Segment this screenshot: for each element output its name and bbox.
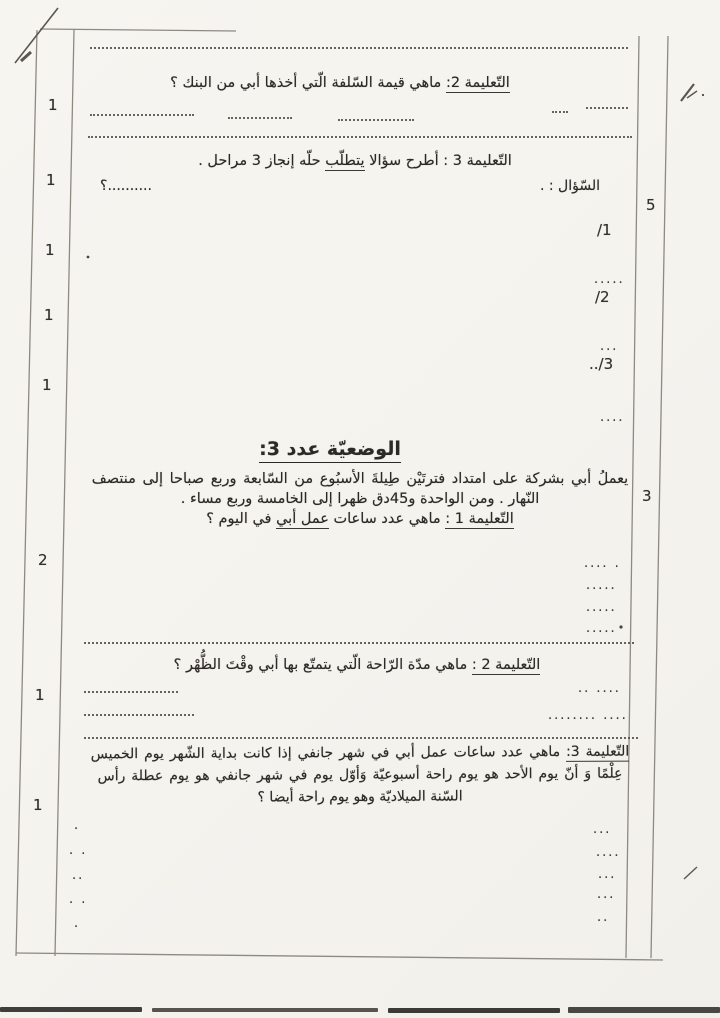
answer-dots-right: ... bbox=[597, 887, 616, 902]
situation-instruction-1-line bbox=[80, 510, 640, 529]
left-margin-mark: 1 bbox=[46, 171, 56, 189]
instruction-3-text: أطرح سؤالا bbox=[369, 153, 439, 169]
instruction-3-text-1: ماهي عدد ساعات عمل أبي في شهر جانفي إذا كانت بداية الشّهر يوم الخميس bbox=[90, 743, 561, 763]
left-margin-mark: 1 bbox=[48, 96, 58, 114]
left-margin-mark: 1 bbox=[45, 241, 55, 259]
question-label: السّؤال : . bbox=[539, 178, 600, 194]
answer-step-dots: ..... bbox=[594, 272, 625, 287]
answer-dots-right: ... bbox=[593, 822, 612, 837]
right-margin-mark: 3 bbox=[642, 487, 652, 505]
instruction-3-label: التّعليمة 3: bbox=[566, 743, 630, 760]
instruction-3-label: التّعليمة 3 : bbox=[443, 153, 512, 169]
right-outer-margin-line bbox=[651, 36, 668, 958]
instruction-1-label: التّعليمة 1 : bbox=[445, 511, 514, 527]
january-instruction-line-2: عِلْمًا وَ أنّ يوم الأحد هو يوم راحة أسبوعيّة وَأوّل يوم في شهر جانفي هو يوم عطلة رأس bbox=[97, 765, 623, 785]
left-inner-margin-line bbox=[55, 30, 74, 956]
instruction-1-underlined-words: عمل أبي bbox=[276, 511, 329, 527]
january-instruction-line-1 bbox=[80, 743, 640, 765]
situation-title bbox=[230, 440, 430, 459]
answer-dots-right: .. bbox=[597, 910, 610, 925]
answer-step-dots: .... bbox=[600, 410, 625, 425]
situation-title-text: الوضعيّة عدد 3: bbox=[259, 438, 401, 463]
answer-step-dots: ... bbox=[600, 339, 619, 354]
instruction-3-underlined-word: يتطلّب bbox=[325, 153, 365, 169]
dotted-answer-line bbox=[88, 136, 632, 138]
instruction-2-label: التّعليمة 2 : bbox=[471, 657, 541, 673]
instruction-3-text-end: حلّه إنجاز 3 مراحل . bbox=[198, 153, 321, 169]
situation-body-line-2: النّهار . ومن الواحدة و45دق ظهرا إلى الخامسة وربع مساء . bbox=[180, 491, 540, 507]
dotted-answer-segment bbox=[338, 119, 414, 121]
dotted-answer-line bbox=[90, 47, 628, 49]
pen-mark-bottom-right bbox=[684, 867, 697, 879]
scan-edge-band bbox=[0, 1007, 142, 1012]
left-margin-mark: 2 bbox=[38, 551, 48, 569]
situation-body-line-1: يعملُ أبي بشركة على امتداد فترتَيْن طِيلةَ الأسبُوع من السّابعة وربع صباحا إلى منتصف bbox=[91, 471, 629, 487]
top-border-line bbox=[40, 29, 236, 31]
instruction-2-label: التّعليمة 2: bbox=[445, 75, 510, 91]
loan-instruction-line bbox=[140, 74, 540, 93]
question-answer-dots: ؟.......... bbox=[100, 178, 152, 194]
dotted-answer-line bbox=[84, 737, 638, 739]
dotted-answer-segment bbox=[84, 714, 194, 716]
answer-dots-row: ..... bbox=[586, 578, 617, 593]
rest-instruction-line bbox=[137, 656, 577, 675]
instruction-1-text: ماهي عدد ساعات bbox=[333, 511, 441, 527]
answer-dots-right: ... bbox=[598, 867, 617, 882]
dotted-answer-segment bbox=[552, 111, 568, 113]
left-margin-mark: 1 bbox=[33, 796, 43, 814]
dotted-answer-segment bbox=[586, 107, 628, 109]
dotted-answer-segment bbox=[84, 691, 178, 693]
answer-dots-row: ..... bbox=[586, 600, 617, 615]
dotted-answer-line bbox=[84, 642, 634, 644]
answer-dots-left: . bbox=[74, 818, 81, 833]
january-instruction-line-3: السّنة الميلاديّة وهو يوم راحة أيضا ؟ bbox=[257, 788, 463, 806]
answer-dots-row: .. .... bbox=[578, 681, 621, 696]
answer-dots-left: . . bbox=[69, 892, 88, 907]
answer-dots-row: ..... bbox=[586, 621, 617, 636]
instruction-2-text: ماهي مدّة الرّاحة الّتي يتمتّع بها أبي وقْتَ الظُّهْر ؟ bbox=[173, 657, 468, 673]
scan-edge-band bbox=[388, 1008, 560, 1013]
answer-dots-right: .... bbox=[596, 845, 621, 860]
right-margin-mark: 5 bbox=[646, 196, 656, 214]
dotted-answer-segment bbox=[228, 117, 292, 119]
scan-edge-band bbox=[152, 1008, 378, 1012]
instruction-1-text-end: في اليوم ؟ bbox=[206, 511, 272, 527]
answer-dots-left: . bbox=[74, 916, 81, 931]
left-outer-margin-line bbox=[16, 30, 37, 956]
answer-step-3: ../3 bbox=[589, 355, 614, 373]
dotted-answer-segment bbox=[90, 114, 194, 116]
bottom-border-line bbox=[16, 953, 663, 960]
answer-step-2: /2 bbox=[595, 288, 610, 306]
scan-edge-band bbox=[568, 1007, 720, 1013]
answer-dots-row: .... . bbox=[584, 556, 621, 571]
left-margin-mark: 1 bbox=[42, 376, 52, 394]
answer-dots-left: .. bbox=[72, 868, 85, 883]
answer-dots-row: ........ .... bbox=[548, 708, 628, 723]
pose-question-instruction-line bbox=[155, 152, 555, 171]
answer-step-1: /1 bbox=[597, 221, 612, 239]
left-margin-mark: 1 bbox=[35, 686, 45, 704]
instruction-2-text: ماهي قيمة السّلفة الّتي أخذها أبي من البنك ؟ bbox=[170, 75, 442, 91]
answer-dots-left: . . bbox=[69, 843, 88, 858]
left-margin-mark: 1 bbox=[44, 306, 54, 324]
